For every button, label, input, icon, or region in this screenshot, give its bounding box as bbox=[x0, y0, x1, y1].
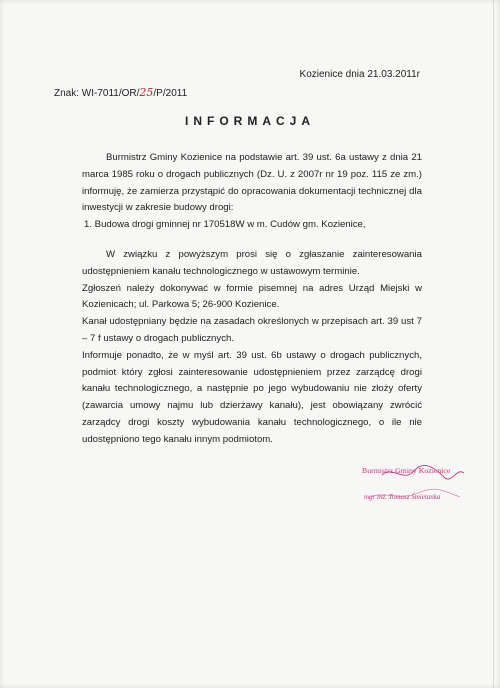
paragraph-submissions: Zgłoszeń należy dokonywać w formie pisemnej na adres Urząd Miejski w Kozienicach; ul. Parkowa 5; 26-900 Kozienice. bbox=[82, 282, 422, 311]
paragraph-intro: Burmistrz Gminy Kozienice na podstawie art. 39 ust. 6a ustawy z dnia 21 marca 1985 roku o drogach publicznych (Dz. U. z 2007r nr 19 poz. 115 ze zm.) informuję, że zamierza przystąpić do opracowania dokumentacji technicznej dla inwestycji w zakresie budowy drogi: bbox=[82, 152, 422, 214]
list-item: 1. Budowa drogi gminnej nr 170518W w m. Cudów gm. Kozienice, bbox=[84, 219, 366, 231]
stamp-line-name: mgr inż. Tomasz Śmietanka bbox=[364, 493, 441, 501]
paragraph-obligations: Informuje ponadto, że w myśl art. 39 ust. 6b ustawy o drogach publicznych, podmiot który zgłosi zainteresowanie udostępnieniem przez zarządcę drogi kanału technologicznego, a następnie po jego wybudowaniu nie złoży oferty (zawarcia umowy najmu lub dzierżawy kanału), jest obowiązany zwrócić zarządcy drogi koszty wybudowania kanału technologicznego, o ile nie udostępniono tego kanału innym podmiotom. bbox=[82, 349, 422, 445]
reference-number bbox=[54, 85, 187, 103]
stamp-line-title: Burmistrz Gminy Kozienice bbox=[362, 466, 451, 475]
document-body bbox=[82, 150, 422, 449]
paragraph-interest: W związku z powyższym prosi się o zgłaszanie zainteresowania udostępnieniem kanału technologicznego w ustawowym terminie. bbox=[82, 248, 422, 277]
reference-prefix: Znak: WI-7011/OR/ bbox=[54, 88, 140, 99]
scan-edge bbox=[493, 0, 494, 688]
signature-stamp bbox=[352, 461, 492, 511]
date-line: Kozienice dnia 21.03.2011r bbox=[299, 69, 420, 80]
paragraph-channel-rules: Kanał udostępniany będzie na zasadach określonych w przepisach art. 39 ust 7 – 7 f ustawy o drogach publicznych. bbox=[82, 316, 422, 344]
reference-handwritten-number: 25 bbox=[139, 86, 154, 99]
reference-suffix: /P/2011 bbox=[153, 88, 188, 99]
document-title: INFORMACJA bbox=[185, 114, 315, 128]
